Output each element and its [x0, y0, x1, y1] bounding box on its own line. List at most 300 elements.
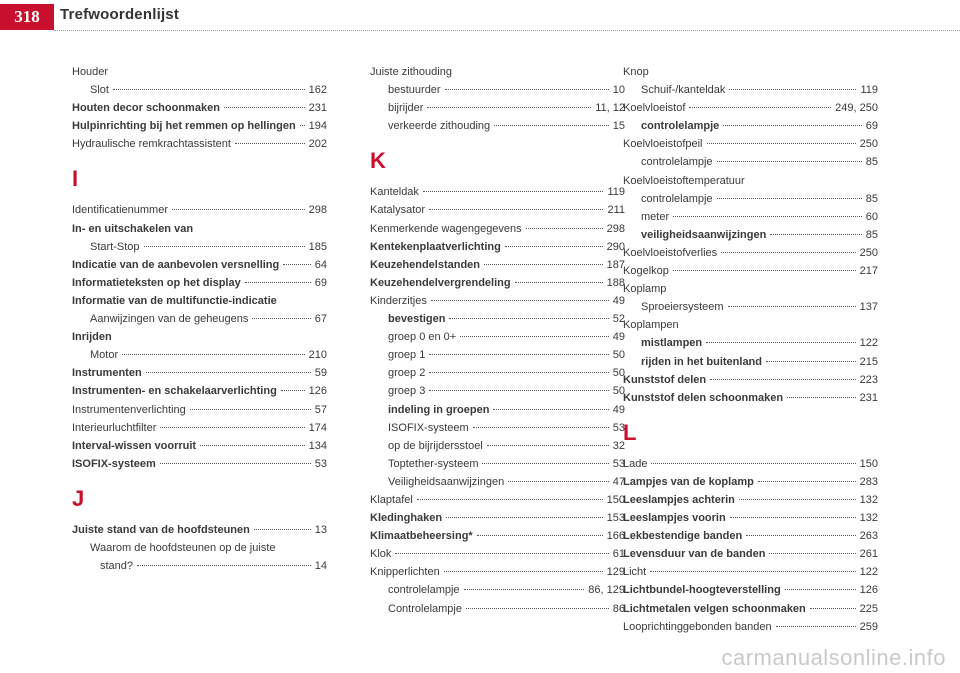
source-watermark[interactable]: carmanualsonline.info	[721, 645, 946, 670]
entry-term: Waarom de hoofdsteunen op de juiste	[90, 541, 276, 554]
dot-leader	[445, 89, 609, 90]
index-entry	[72, 521, 327, 539]
dot-leader	[122, 354, 305, 355]
entry-term: Kinderzitjes	[370, 294, 427, 307]
entry-page-number: 187	[606, 258, 625, 271]
entry-page-number: 50	[612, 349, 625, 362]
entry-page-number: 217	[859, 265, 878, 278]
dot-leader	[446, 517, 603, 518]
index-subentry	[623, 190, 878, 208]
index-entry	[72, 117, 327, 135]
dot-leader	[429, 354, 608, 355]
entry-page-number: 53	[612, 421, 625, 434]
entry-term: groep 2	[388, 367, 426, 380]
entry-term: Koplampen	[623, 319, 679, 332]
index-subentry	[370, 328, 625, 346]
dot-leader	[254, 529, 311, 530]
index-subentry	[370, 455, 625, 473]
entry-page-number: 202	[308, 138, 327, 151]
entry-term: controlelampje	[641, 156, 713, 169]
entry-page-number: 69	[314, 276, 327, 289]
header-divider	[54, 30, 960, 31]
index-subentry	[623, 353, 878, 371]
entry-page-number: 14	[314, 560, 327, 573]
index-subentry	[370, 364, 625, 382]
entry-page-number: 50	[612, 385, 625, 398]
entry-term: In- en uitschakelen van	[72, 222, 194, 235]
entry-page-number: 47	[612, 475, 625, 488]
dot-leader	[395, 553, 608, 554]
dot-leader	[466, 608, 609, 609]
dot-leader	[429, 372, 608, 373]
entry-page-number: 223	[859, 373, 878, 386]
dot-leader	[423, 191, 604, 192]
dot-leader	[723, 125, 862, 126]
entry-page-number: 283	[859, 475, 878, 488]
entry-term: rijden in het buitenland	[641, 355, 762, 368]
dot-leader	[526, 228, 603, 229]
entry-term: Interieurluchtfilter	[72, 421, 157, 434]
entry-page-number: 13	[314, 523, 327, 536]
entry-term: Juiste stand van de hoofdsteunen	[72, 523, 250, 536]
index-entry	[623, 600, 878, 618]
entry-page-number: 249, 250	[835, 102, 878, 115]
dot-leader	[283, 264, 311, 265]
index-entry	[623, 527, 878, 545]
entry-page-number: 126	[308, 385, 327, 398]
entry-term: Koelvloeistofpeil	[623, 138, 703, 151]
dot-leader	[245, 282, 311, 283]
entry-term: ISOFIX-systeem	[72, 457, 156, 470]
entry-page-number: 194	[308, 120, 327, 133]
entry-term: Controlelampje	[388, 602, 462, 615]
entry-page-number: 122	[859, 337, 878, 350]
index-subentry	[370, 346, 625, 364]
entry-term: controlelampje	[388, 584, 460, 597]
entry-page-number: 86, 129	[588, 584, 625, 597]
entry-term: Aanwijzingen van de geheugens	[90, 313, 249, 326]
index-subentry	[370, 581, 625, 599]
entry-term: Leeslampjes voorin	[623, 512, 726, 525]
index-subentry	[72, 539, 327, 557]
entry-term: Lichtbundel-hoogteverstelling	[623, 584, 781, 597]
dot-leader	[508, 481, 609, 482]
entry-term: Kenmerkende wagengegevens	[370, 222, 522, 235]
dot-leader	[739, 499, 856, 500]
entry-term: Instrumenten	[72, 367, 142, 380]
entry-term: Instrumenten- en schakelaarverlichting	[72, 385, 277, 398]
index-entry	[72, 99, 327, 117]
section-letter: I	[72, 166, 79, 192]
entry-term: Veiligheidsaanwijzingen	[388, 475, 505, 488]
entry-page-number: 132	[859, 512, 878, 525]
dot-leader	[113, 89, 305, 90]
entry-page-number: 60	[865, 210, 878, 223]
index-entry	[623, 509, 878, 527]
dot-leader	[427, 107, 591, 108]
dot-leader	[746, 535, 855, 536]
index-entry	[623, 316, 878, 334]
index-subentry	[370, 600, 625, 618]
entry-page-number: 132	[859, 493, 878, 506]
entry-page-number: 49	[612, 331, 625, 344]
dot-leader	[706, 342, 856, 343]
entry-term: Informatie van de multifunctie-indicatie	[72, 294, 277, 307]
index-entry	[623, 563, 878, 581]
index-entry	[370, 509, 625, 527]
dot-leader	[770, 234, 861, 235]
entry-page-number: 53	[314, 457, 327, 470]
entry-page-number: 250	[859, 138, 878, 151]
dot-leader	[710, 379, 856, 380]
dot-leader	[429, 390, 608, 391]
entry-term: controlelampje	[641, 120, 720, 133]
index-subentry	[72, 310, 327, 328]
page-number-tab: 318	[0, 4, 54, 30]
index-entry	[623, 172, 878, 190]
dot-leader	[160, 427, 304, 428]
index-entry	[370, 63, 625, 81]
index-subentry	[370, 401, 625, 419]
entry-term: Keuzehendelvergrendeling	[370, 276, 511, 289]
dot-leader	[707, 143, 856, 144]
entry-page-number: 174	[308, 421, 327, 434]
dot-leader	[673, 216, 862, 217]
entry-term: Houder	[72, 66, 109, 78]
dot-leader	[721, 252, 855, 253]
index-subentry	[623, 117, 878, 135]
dot-leader	[146, 372, 311, 373]
entry-page-number: 85	[865, 192, 878, 205]
dot-leader	[717, 161, 862, 162]
dot-leader	[787, 397, 856, 398]
index-entry	[72, 274, 327, 292]
dot-leader	[473, 427, 609, 428]
index-entry	[370, 292, 625, 310]
entry-term: Kentekenplaatverlichting	[370, 240, 501, 253]
entry-page-number: 49	[612, 294, 625, 307]
entry-page-number: 211	[607, 204, 625, 217]
index-entry	[370, 491, 625, 509]
dot-leader	[431, 300, 609, 301]
entry-term: Koelvloeistof	[623, 102, 686, 115]
entry-page-number: 263	[859, 530, 878, 543]
entry-page-number: 61	[612, 548, 625, 561]
index-subentry	[623, 153, 878, 171]
dot-leader	[482, 463, 608, 464]
entry-term: Lampjes van de koplamp	[623, 475, 754, 488]
entry-term: Lichtmetalen velgen schoonmaken	[623, 602, 806, 615]
index-entry	[370, 183, 625, 201]
dot-leader	[144, 246, 305, 247]
entry-term: Schuif-/kanteldak	[641, 84, 726, 97]
entry-term: Keuzehendelstanden	[370, 258, 481, 271]
dot-leader	[717, 198, 862, 199]
index-entry	[623, 135, 878, 153]
index-entry	[623, 389, 878, 407]
entry-term: Kogelkop	[623, 265, 669, 278]
entry-page-number: 57	[314, 403, 327, 416]
entry-term: bevestigen	[388, 313, 446, 326]
index-subentry	[623, 226, 878, 244]
entry-page-number: 231	[308, 102, 327, 115]
index-subentry	[370, 382, 625, 400]
dot-leader	[460, 336, 609, 337]
dot-leader	[429, 209, 603, 210]
dot-leader	[235, 143, 305, 144]
dot-leader	[160, 463, 311, 464]
entry-page-number: 126	[859, 584, 878, 597]
dot-leader	[728, 306, 856, 307]
entry-term: Interval-wissen voorruit	[72, 439, 197, 452]
index-entry	[623, 280, 878, 298]
entry-term: Motor	[90, 349, 119, 362]
index-subentry	[370, 473, 625, 491]
section-letter: K	[370, 148, 386, 174]
index-subentry	[623, 208, 878, 226]
entry-term: meter	[641, 210, 670, 223]
entry-page-number: 162	[308, 84, 327, 97]
dot-leader	[729, 89, 856, 90]
dot-leader	[515, 282, 603, 283]
index-column-3	[623, 63, 878, 636]
index-entry	[72, 292, 327, 310]
index-entry	[623, 545, 878, 563]
entry-term: Start-Stop	[90, 240, 140, 253]
index-subentry	[370, 437, 625, 455]
index-subentry	[72, 81, 327, 99]
entry-term: Inrijden	[72, 331, 112, 344]
dot-leader	[484, 264, 603, 265]
entry-term: Kunststof delen schoonmaken	[623, 391, 784, 404]
index-entry	[72, 201, 327, 219]
index-entry	[370, 256, 625, 274]
index-subentry	[623, 334, 878, 352]
index-entry	[72, 401, 327, 419]
dot-leader	[730, 517, 856, 518]
entry-page-number: 150	[859, 457, 878, 470]
dot-leader	[224, 107, 305, 108]
entry-page-number: 11, 12	[595, 102, 625, 115]
entry-term: Indicatie van de aanbevolen versnelling	[72, 258, 280, 271]
entry-term: Koelvloeistoftemperatuur	[623, 174, 745, 187]
entry-term: Hulpinrichting bij het remmen op hellingen	[72, 120, 296, 133]
entry-term: Klok	[370, 548, 392, 561]
index-column-1	[72, 63, 327, 575]
dot-leader	[505, 246, 603, 247]
entry-term: Kledinghaken	[370, 512, 443, 525]
index-subentry	[370, 419, 625, 437]
entry-term: groep 0 en 0+	[388, 331, 457, 344]
index-subentry	[72, 238, 327, 256]
entry-term: Lekbestendige banden	[623, 530, 743, 543]
dot-leader	[300, 125, 305, 126]
dot-leader	[449, 318, 608, 319]
entry-page-number: 298	[606, 222, 625, 235]
entry-page-number: 215	[859, 355, 878, 368]
entry-page-number: 59	[314, 367, 327, 380]
entry-term: bestuurder	[388, 84, 441, 97]
entry-term: Kunststof delen	[623, 373, 707, 386]
entry-term: Toptether-systeem	[388, 457, 479, 470]
index-entry	[72, 328, 327, 346]
index-entry	[72, 455, 327, 473]
index-subentry	[370, 117, 625, 135]
entry-term: ISOFIX-systeem	[388, 421, 469, 434]
index-entry	[623, 99, 878, 117]
index-entry	[72, 364, 327, 382]
entry-term: Instrumentenverlichting	[72, 403, 186, 416]
entry-page-number: 225	[859, 602, 878, 615]
entry-term: groep 3	[388, 385, 426, 398]
entry-term: groep 1	[388, 349, 426, 362]
entry-page-number: 259	[859, 620, 878, 633]
index-entry	[623, 63, 878, 81]
dot-leader	[487, 445, 609, 446]
dot-leader	[651, 463, 855, 464]
entry-page-number: 210	[308, 349, 327, 362]
entry-term: op de bijrijdersstoel	[388, 439, 483, 452]
entry-page-number: 119	[607, 186, 625, 199]
entry-term: Lade	[623, 457, 648, 470]
index-subentry	[72, 346, 327, 364]
dot-leader	[200, 445, 305, 446]
index-entry	[370, 527, 625, 545]
entry-term: Slot	[90, 84, 109, 97]
page-title: Trefwoordenlijst	[60, 6, 180, 23]
entry-term: Leeslampjes achterin	[623, 493, 735, 506]
entry-page-number: 290	[606, 240, 625, 253]
entry-term: controlelampje	[641, 192, 713, 205]
entry-page-number: 134	[308, 439, 327, 452]
index-entry	[72, 63, 327, 81]
entry-page-number: 298	[308, 204, 327, 217]
dot-leader	[172, 209, 305, 210]
index-entry	[623, 244, 878, 262]
dot-leader	[493, 409, 608, 410]
entry-page-number: 150	[606, 493, 625, 506]
index-entry	[623, 262, 878, 280]
dot-leader	[252, 318, 310, 319]
entry-page-number: 85	[865, 156, 878, 169]
entry-page-number: 32	[612, 439, 625, 452]
index-entry	[623, 455, 878, 473]
entry-term: Knop	[623, 66, 649, 78]
entry-page-number: 122	[859, 566, 878, 579]
entry-page-number: 85	[865, 228, 878, 241]
entry-term: Levensduur van de banden	[623, 548, 766, 561]
entry-page-number: 50	[612, 367, 625, 380]
entry-term: indeling in groepen	[388, 403, 490, 416]
entry-page-number: 64	[314, 258, 327, 271]
entry-page-number: 67	[314, 313, 327, 326]
index-entry	[72, 419, 327, 437]
entry-term: Informatieteksten op het display	[72, 276, 241, 289]
dot-leader	[673, 270, 856, 271]
entry-term: veiligheidsaanwijzingen	[641, 228, 767, 241]
entry-term: Identificatienummer	[72, 204, 168, 217]
entry-page-number: 261	[859, 548, 878, 561]
index-entry	[370, 545, 625, 563]
entry-term: Klimaatbeheersing*	[370, 530, 473, 543]
entry-term: Juiste zithouding	[370, 66, 452, 78]
index-entry	[623, 618, 878, 636]
index-entry	[370, 220, 625, 238]
entry-term: Koelvloeistofverlies	[623, 246, 718, 259]
entry-term: Katalysator	[370, 204, 426, 217]
dot-leader	[444, 571, 603, 572]
index-entry	[370, 238, 625, 256]
dot-leader	[689, 107, 831, 108]
index-entry	[623, 491, 878, 509]
index-entry	[72, 135, 327, 153]
index-subentry	[623, 81, 878, 99]
dot-leader	[281, 390, 305, 391]
entry-page-number: 129	[606, 566, 625, 579]
entry-page-number: 231	[859, 391, 878, 404]
entry-term: Houten decor schoonmaken	[72, 102, 220, 115]
index-entry	[623, 581, 878, 599]
index-entry	[370, 201, 625, 219]
entry-page-number: 53	[612, 457, 625, 470]
dot-leader	[137, 565, 311, 566]
dot-leader	[494, 125, 609, 126]
index-entry	[370, 274, 625, 292]
entry-term: Koplamp	[623, 283, 667, 296]
entry-term: bijrijder	[388, 102, 424, 115]
index-entry	[72, 437, 327, 455]
entry-term: Klaptafel	[370, 493, 413, 506]
dot-leader	[758, 481, 856, 482]
index-subentry	[370, 99, 625, 117]
entry-page-number: 250	[859, 246, 878, 259]
dot-leader	[650, 571, 855, 572]
entry-term: Looprichtinggebonden banden	[623, 620, 772, 633]
entry-term: mistlampen	[641, 337, 703, 350]
entry-page-number: 49	[612, 403, 625, 416]
index-entry	[72, 382, 327, 400]
index-subentry	[623, 298, 878, 316]
entry-page-number: 137	[859, 301, 878, 314]
entry-term: Hydraulische remkrachtassistent	[72, 138, 231, 151]
dot-leader	[776, 626, 856, 627]
dot-leader	[464, 589, 585, 590]
entry-page-number: 69	[865, 120, 878, 133]
index-column-2	[370, 63, 625, 618]
page-header	[0, 0, 960, 33]
index-subentry	[370, 310, 625, 328]
dot-leader	[769, 553, 855, 554]
entry-page-number: 185	[308, 240, 327, 253]
entry-page-number: 188	[606, 276, 625, 289]
entry-term: Sproeiersysteem	[641, 301, 724, 314]
entry-term: Licht	[623, 566, 647, 579]
dot-leader	[810, 608, 856, 609]
entry-term: verkeerde zithouding	[388, 120, 491, 133]
section-letter: L	[623, 419, 637, 445]
entry-term: Knipperlichten	[370, 566, 440, 579]
index-entry	[623, 371, 878, 389]
entry-page-number: 15	[612, 120, 625, 133]
dot-leader	[417, 499, 603, 500]
index-entry	[72, 256, 327, 274]
entry-page-number: 119	[860, 84, 878, 97]
index-subentry	[370, 81, 625, 99]
index-subentry	[72, 557, 327, 575]
dot-leader	[785, 589, 856, 590]
dot-leader	[477, 535, 603, 536]
dot-leader	[766, 361, 856, 362]
